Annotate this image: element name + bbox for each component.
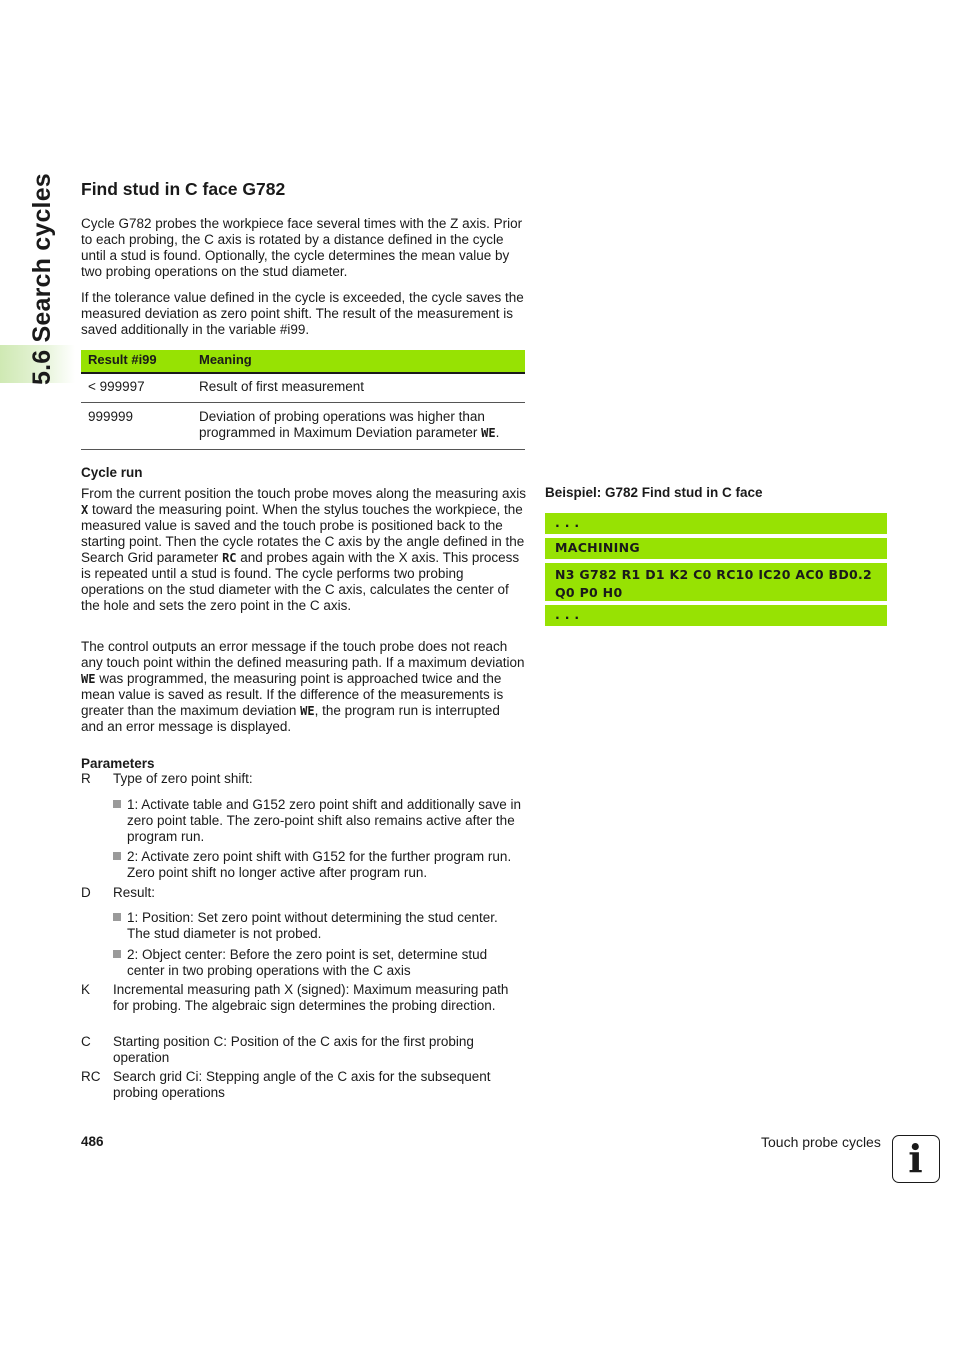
parameters-heading: Parameters <box>81 756 155 771</box>
info-icon-glyph: i <box>908 1136 923 1181</box>
intro-paragraph-1: Cycle G782 probes the workpiece face several times with the Z axis. Prior to each probing, the C axis is rotated by a distance defined in the cycle until a stud is found. Optionally, the cycle determines the mean value by two probing operations on the stud diameter. <box>81 216 523 279</box>
text-run: was programmed, the measuring point is approached twice and the mean value is saved as result. If the difference of the measurements is greater than the maximum deviation <box>81 671 504 718</box>
meaning-suffix: . <box>495 425 500 440</box>
intro-paragraph-2: If the tolerance value defined in the cycle is exceeded, the cycle saves the measured deviation as zero point shift. The result of the measurement is saved additionally in the variable #i99. <box>81 290 524 337</box>
bullet-text: 1: Activate table and G152 zero point shift and additionally save in zero point table. The zero-point shift also remains active after the program run. <box>127 797 522 844</box>
text-run: toward the measuring point. When the stylus touches the workpiece, the measured value is saved and the touch probe is positioned back to the starting point. Then the cycle rotates the C axis by the angle defined in the Search Grid parameter <box>81 502 525 565</box>
header-result: Result #i99 <box>88 352 157 367</box>
bullet-square-icon <box>113 950 121 958</box>
table-row <box>81 403 525 450</box>
text-run: The control outputs an error message if the touch probe does not reach any touch point within the defined measuring path. If a maximum deviation <box>81 639 525 670</box>
example-code-line: . . . <box>545 605 887 626</box>
cycle-run-heading: Cycle run <box>81 465 143 480</box>
chapter-title: Touch probe cycles <box>761 1134 881 1150</box>
param-text: Search grid Ci: Stepping angle of the C axis for the subsequent probing operations <box>113 1069 491 1100</box>
table-row <box>81 374 525 403</box>
header-meaning: Meaning <box>199 352 252 367</box>
result-table-header <box>81 350 525 374</box>
parameter-code: WE <box>481 426 496 440</box>
example-code-line: MACHINING <box>545 538 887 559</box>
bullet-square-icon <box>113 852 121 860</box>
parameter-code: RC <box>222 551 237 565</box>
text-run: , the program run is interrupted and an error message is displayed. <box>81 703 500 734</box>
list-item <box>113 849 523 881</box>
bullet-square-icon <box>113 913 121 921</box>
bullet-text: 2: Object center: Before the zero point is set, determine stud center in two probing operations with the C axis <box>127 947 488 978</box>
param-key: RC <box>81 1069 101 1084</box>
cycle-run-paragraph-2 <box>81 639 526 735</box>
param-text: Incremental measuring path X (signed): Maximum measuring path for probing. The algebraic sign determines the probing direction. <box>113 982 509 1013</box>
cell-meaning-line-1: Deviation of probing operations was higher than <box>199 409 485 424</box>
bullet-text: 1: Position: Set zero point without determining the stud center. The stud diameter is not probed. <box>127 910 498 941</box>
param-key: K <box>81 982 91 997</box>
text-run: From the current position the touch probe moves along the measuring axis <box>81 486 526 501</box>
example-code-line: . . . <box>545 513 887 534</box>
parameter-code: WE <box>300 704 315 718</box>
cell-result: 999999 <box>88 409 134 424</box>
info-icon <box>892 1135 940 1183</box>
cell-result: < 999997 <box>88 379 145 394</box>
param-text: Result: <box>113 885 156 900</box>
cell-meaning-line-2 <box>199 425 499 441</box>
bullet-square-icon <box>113 800 121 808</box>
list-item <box>113 947 523 979</box>
example-code-line: N3 G782 R1 D1 K2 C0 RC10 IC20 AC0 BD0.2 Q0 P0 H0 <box>545 563 887 601</box>
cell-meaning: Result of first measurement <box>199 379 365 394</box>
list-item <box>113 797 523 845</box>
result-table <box>81 350 525 450</box>
param-key: R <box>81 771 91 786</box>
param-text: Type of zero point shift: <box>113 771 253 786</box>
example-label: Beispiel: G782 Find stud in C face <box>545 485 763 500</box>
section-side-label: 5.6 Search cycles <box>28 173 56 385</box>
param-key: D <box>81 885 91 900</box>
page-number: 486 <box>81 1134 104 1149</box>
parameter-code: X <box>81 503 89 517</box>
cycle-run-paragraph-1 <box>81 486 526 614</box>
meaning-text: programmed in Maximum Deviation parameter <box>199 425 482 440</box>
section-title: Find stud in C face G782 <box>81 179 286 199</box>
param-text: Starting position C: Position of the C axis for the first probing operation <box>113 1034 474 1065</box>
parameter-code: WE <box>81 672 96 686</box>
text-run: and probes again with the X axis. This process is repeated until a stud is found. The cycle performs two probing operations on the stud diameter with the C axis, calculates the center of the hole and sets the zero point in the C axis. <box>81 550 520 613</box>
bullet-text: 2: Activate zero point shift with G152 for the further program run. Zero point shift no longer active after program run. <box>127 849 512 880</box>
list-item <box>113 910 523 942</box>
param-key: C <box>81 1034 91 1049</box>
